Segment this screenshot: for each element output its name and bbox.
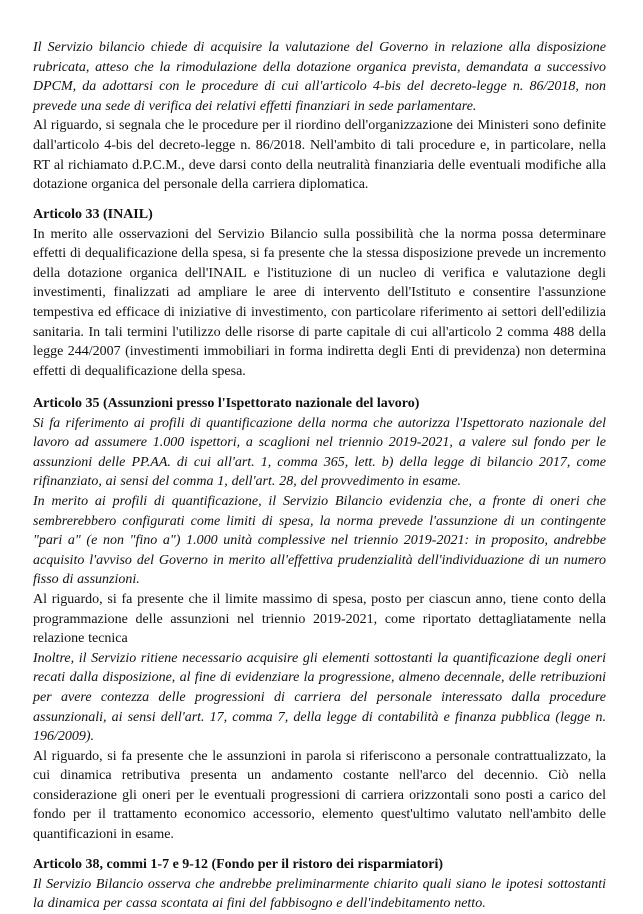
section-articolo-35 xyxy=(33,394,606,845)
paragraph: In merito alle osservazioni del Servizio Bilancio sulla possibilità che la norma possa determinare effetti di dequalificazione della spesa, si fa presente che la stessa disposizione prevede un incremento della dotazione organica dell'INAIL e l'istituzione di un nucleo di verifica e valutazione degli investimenti, finalizzati ad ampliare le aree di intervento dell'Istituto e consentire l'assunzione tempestiva ed efficace di iniziative di investimento, con particolare riferimento ai settori dell'edilizia sanitaria. In tali termini l'utilizzo delle risorse di parte capitale di cui all'articolo 2 comma 488 della legge 244/2007 (investimenti immobiliari in forma indiretta degli Enti di previdenza) non determina effetti di dequalificazione della spesa. xyxy=(33,226,606,379)
paragraph: Il Servizio Bilancio osserva che andrebbe preliminarmente chiarito quali siano le ipotesi sottostanti la dinamica per cassa scontata ai fini del fabbisogno e dell'indebitamento netto. xyxy=(33,876,606,912)
section-articolo-33 xyxy=(33,205,606,381)
section-heading: Articolo 35 (Assunzioni presso l'Ispettorato nazionale del lavoro) xyxy=(33,396,420,411)
section-dpcm xyxy=(33,38,606,195)
section-articolo-38 xyxy=(33,855,606,914)
paragraph: Al riguardo, si segnala che le procedure per il riordino dell'organizzazione dei Ministeri sono definite dall'articolo 4-bis del decreto-legge n. 86/2018. Nell'ambito di tali procedure e, in particolare, nella RT al richiamato d.P.C.M., deve darsi conto della neutralità finanziaria delle eventuali modifiche alla dotazione organica del personale della carriera diplomatica. xyxy=(33,118,606,193)
paragraph: In merito ai profili di quantificazione, il Servizio Bilancio evidenzia che, a fronte di oneri che sembrerebbero configurati come limiti di spesa, la norma prevede l'assunzione di un contingente "pari a" (e non "fino a") 1.000 unità complessive nel triennio 2019-2021: in proposito, andrebbe acquisito l'avviso del Governo in merito all'effettiva prudenzialità dell'individuazione di un numero fisso di assunzioni. xyxy=(33,493,606,588)
section-heading: Articolo 33 (INAIL) xyxy=(33,207,153,222)
section-heading: Articolo 38, commi 1-7 e 9-12 (Fondo per il ristoro dei risparmiatori) xyxy=(33,857,444,872)
paragraph: Il Servizio bilancio chiede di acquisire la valutazione del Governo in relazione alla disposizione rubricata, atteso che la rimodulazione della dotazione organica prevista, demandata a successivo DPCM, da adottarsi con le procedure di cui all'articolo 4-bis del decreto-legge n. 86/2018, non prevede una sede di verifica dei relativi effetti finanziari in sede parlamentare. xyxy=(33,40,606,114)
paragraph: Al riguardo, si fa presente che le assunzioni in parola si riferiscono a personale contrattualizzato, la cui dinamica retributiva presenta un andamento costante nell'arco del decennio. Ciò nella considerazione gli oneri per le eventuali progressioni di carriera orizzontali sono posti a carico del fondo per il trattamento economico accessorio, elemento quest'ultimo valutato nell'ambito delle quantificazioni in esame. xyxy=(33,748,606,843)
paragraph: Inoltre, il Servizio ritiene necessario acquisire gli elementi sottostanti la quantificazione degli oneri recati dalla disposizione, al fine di evidenziare la progressione, almeno decennale, delle retribuzioni per avere contezza delle progressioni di carriera del personale interessato dalla procedure assunzionali, ai sensi dell'art. 17, comma 7, della legge di contabilità e finanza pubblica (legge n. 196/2009). xyxy=(33,650,606,745)
paragraph: Al riguardo, si fa presente che il limite massimo di spesa, posto per ciascun anno, tiene conto della programmazione delle assunzioni nel triennio 2019-2021, come riportato dettagliatamente nella relazione tecnica xyxy=(33,591,606,647)
paragraph: Si fa riferimento ai profili di quantificazione della norma che autorizza l'Ispettorato nazionale del lavoro ad assumere 1.000 ispettori, a scaglioni nel triennio 2019-2021, a valere sul fondo per le assunzioni delle PP.AA. di cui all'art. 1, comma 365, lett. b) della legge di bilancio 2017, come rifinanziato, ai sensi del comma 1, dell'art. 28, del provvedimento in esame. xyxy=(33,415,606,490)
